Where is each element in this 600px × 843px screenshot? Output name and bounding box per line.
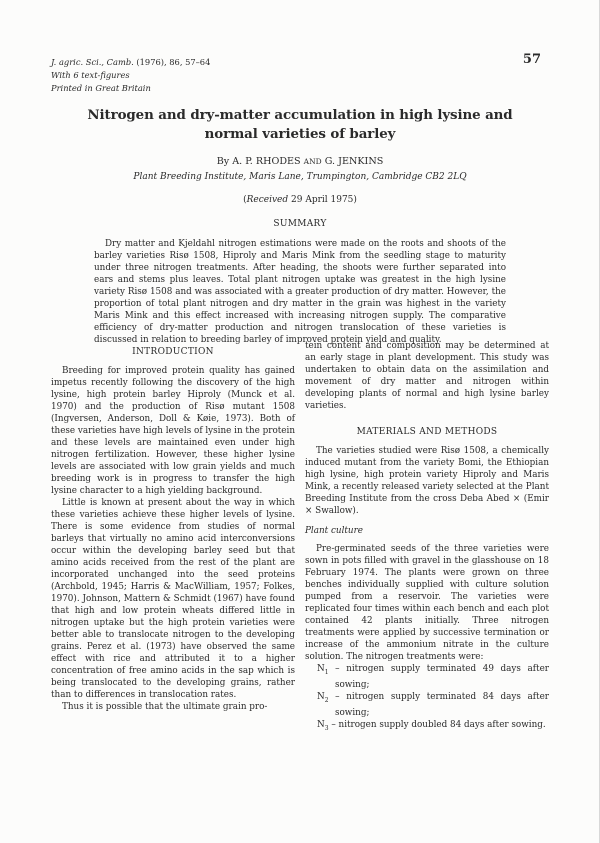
materials-methods-heading: MATERIALS AND METHODS [356,427,498,437]
intro-paragraph-2: Little is known at present about the way in which these varieties achieve these higher levels of lysine. There is some evidence from studies of normal barleys that virtually no amino acid interconversions occur within the developing barley seed but that amino acids received from the rest of the plant are incorporated unchanged into the seed proteins (Archbold, 1945; Harris & MacWilliam, 1957; Folkes, 1970). Johnson, Mattern & Schmidt (1967) have found that high and low protein wheats differed little in nitrogen uptake but the high protein varieties were better able to translocate nitrogen to the developing grains. Perez et al. (1973) have observed the same effect with rice and attributed it to a higher concentration of free amino acids in the sap which is being translocated to the developing grains, rather than to differences in translocation rates. [51,498,295,700]
title-line-2: normal varieties of barley [204,126,396,142]
treatment-sub: 1 [324,668,329,676]
treatment-label: N [317,719,325,730]
title-line-1: Nitrogen and dry-matter accumulation in high lysine and [87,107,513,123]
treatment-text: – nitrogen supply doubled 84 days after sowing. [328,719,546,730]
author-2: G. JENKINS [324,156,384,167]
journal-name: J. agric. Sci., Camb. [51,57,134,67]
plant-culture-subheading: Plant culture [305,526,363,536]
paper-title [60,106,540,144]
treatment-label: N [317,691,325,702]
treatment-text: – nitrogen supply terminated 84 days after sowing; [328,691,549,718]
printed-note: Printed in Great Britain [51,83,151,93]
citation-header [51,56,210,95]
introduction-heading: INTRODUCTION [132,347,214,357]
intro-paragraph-1: Breeding for improved protein quality has gained impetus recently following the discovery of the high lysine, high protein barley Hiproly (Munck et al. 1970) and the production of Risø mutant 1508 (Ingversen, Anderson, Doll & Køie, 1973). Both of these varieties have high levels of lysine in the protein and these levels are maintained even under high nitrogen fertilization. However, these higher lysine levels are associated with low grain yields and much breeding work is in progress to transfer the high lysine character to a high yielding background. [51,366,295,496]
intro-paragraph-3: Thus it is possible that the ultimate grain pro- [62,702,268,712]
treatment-text: – nitrogen supply terminated 49 days after sowing; [328,664,549,690]
and-label: AND [303,157,322,166]
treatment-sub: 3 [324,724,329,732]
treatment-n1 [305,663,549,691]
left-column [51,346,295,713]
affiliation: Plant Breeding Institute, Maris Lane, Trumpington, Cambridge CB2 2LQ [133,172,467,182]
summary-heading: SUMMARY [273,219,327,229]
treatment-sub: 2 [324,696,329,704]
treatment-n2 [305,691,549,719]
author-1: A. P. RHODES [232,156,301,167]
by-label: By [216,156,230,167]
author-line [60,156,540,167]
page-number: 57 [522,52,541,67]
plant-culture-paragraph: Pre-germinated seeds of the three varieties were sown in pots filled with gravel in the glasshouse on 18 February 1974. The plants were grown on three benches individually supplied with culture solution pumped from a reservoir. The varieties were replicated four times within each bench and each plot contained 42 plants initially. Three nitrogen treatments were applied by successive termination or increase of the ammonium nitrate in the culture solution. The nitrogen treatments were: [305,544,549,662]
intro-continuation: tein content and composition may be determined at an early stage in plant development. This study was undertaken to obtain data on the assimilation and movement of dry matter and nitrogen within developing plants of normal and high lysine barley varieties. [305,341,549,411]
right-column [305,340,549,734]
treatment-n3 [305,719,549,735]
treatment-label: N [317,664,325,674]
received-value: 29 April 1975 [291,195,354,205]
figures-note: With 6 text-figures [51,70,130,80]
citation-details: (1976), 86, 57–64 [136,57,211,67]
materials-paragraph: The varieties studied were Risø 1508, a chemically induced mutant from the variety Bomi, the Ethiopian high lysine, high protein variety Hiproly and Maris Mink, a recently released variety selected at the Plant Breeding Institute from the cross Deba Abed × (Emir × Swallow). [305,446,549,516]
summary-text: Dry matter and Kjeldahl nitrogen estimations were made on the roots and shoots of the barley varieties Risø 1508, Hiproly and Maris Mink from the seedling stage to maturity under three nitrogen treatments. After heading, the shoots were further separated into ears and stems plus leaves. Total plant nitrogen uptake was greatest in the high lysine variety Risø 1508 and was associated with a greater production of dry matter. However, the proportion of total plant nitrogen and dry matter in the grain was highest in the variety Maris Mink and this effect increased with increasing nitrogen supply. The comparative efficiency of dry-matter production and nitrogen translocation of these varieties is discussed in relation to breeding barley of improved protein yield and quality. [94,239,506,345]
received-label: Received [246,195,289,205]
received-date: (Received 29 April 1975) [243,195,357,205]
